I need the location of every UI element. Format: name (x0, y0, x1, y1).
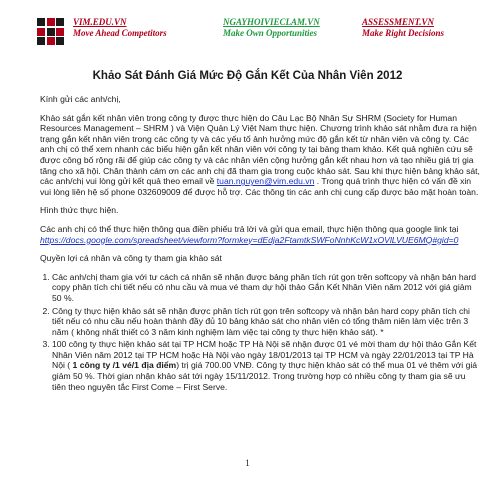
list-item (52, 272, 481, 304)
brand-ngayhoivieclam (223, 17, 320, 39)
letterhead (37, 17, 481, 57)
contact-email-link[interactable]: tuan.nguyen@vim.edu.vn (216, 176, 315, 187)
intro-text-continued: . Trong quá trình thực hiện có vấn đề xin vui lòng liên hệ số phone 032609009 để được hỗ trợ. Các thông tin các anh chị cung cấp được bảo mật hoàn toàn. (40, 176, 479, 197)
list-item (52, 306, 481, 338)
logo-square (37, 18, 45, 26)
brand-tagline: Move Ahead Competitors (73, 28, 167, 38)
intro-text: Khảo sát gắn kết nhân viên trong công ty được thực hiện do Câu Lạc Bộ Nhân Sự SHRM (Society for Human Resources Management – SHRM ) và Viện Quản Lý Việt Nam thực hiện. Chương trình khảo sát nhằm đưa ra hiện trạng gắn kết nhân viên trong các công ty và các yếu tố ảnh hưởng mức độ gắn kết từ nhân viên và công ty. Các anh chị có thể xem nhanh các biểu hiện gắn kết nhân viên với công ty tại bảng tham khảo. Kết quả nghiên cứu sẽ được công bố rộng rãi để giúp các công ty và các nhân viên cộng hưởng gắn kết nhau hơn và tạo nhiều giá trị gia tăng cho xã hội. Chân thành cám ơn các anh chị đã tham gia trong cuộc khảo sát. Sau khi thực hiện bảng khảo sát, các anh/chị vui lòng gửi kết quả theo email về (40, 112, 480, 187)
logo-square (47, 28, 55, 36)
list-item (52, 339, 481, 392)
brand-tagline: Make Own Opportunities (223, 28, 318, 38)
logo-square (56, 18, 64, 26)
benefits-heading: Quyền lợi cá nhân và công ty tham gia khảo sát (40, 253, 222, 264)
vim-logo-icon (37, 18, 64, 45)
document-body (40, 94, 481, 394)
logo-square (56, 37, 64, 45)
google-form-link[interactable]: https://docs.google.com/spreadsheet/viewform?formkey=dEdja2FtamtkSWFoNnhKcW1xOVlLVUE6MQ#gid=0 (40, 234, 459, 245)
logo-square (56, 28, 64, 36)
benefit-text: 100 công ty thực hiện khảo sát tại TP HCM hoặc TP Hà Nội sẽ nhận được 01 vé mời tham dự hội thảo Gắn Kết Nhân Viên năm 2012 tại TP HCM hoặc Hà Nội vào ngày 18/01/2013 tại TP HCM và ngày 22/01/2013 tại TP Hà Nội ( (52, 339, 477, 371)
method-heading: Hình thức thực hiện. (40, 205, 119, 216)
benefits-list (40, 272, 481, 393)
logo-square (37, 28, 45, 36)
method-text: Các anh chị có thể thực hiện thông qua điền phiếu trả lời và gửi qua email, thực hiện thông qua google link tại (40, 223, 459, 234)
benefit-text: Công ty thực hiện khảo sát sẽ nhận được phân tích rút gọn trên softcopy và nhận bản hard copy phân tích chi tiết nếu có nhu cầu nếu hoàn thành đầy đủ 10 bảng khảo sát cho nhân viên có tổng thâm niên làm việc trên 3 năm ( không nhất thiết có 3 năm kinh nghiệm làm việc tại công ty thực hiện khảo sát). * (52, 305, 470, 337)
brand-name[interactable]: VIM.EDU.VN (73, 17, 127, 27)
intro-paragraph (40, 113, 481, 198)
brand-tagline: Make Right Decisions (362, 28, 445, 38)
benefit-text-continued: ) trị giá 700.00 VNĐ. Công ty thực hiện khảo sát có thể mua 01 vé thêm với giá giảm 50 %. Thời gian nhận khảo sát tới ngày 15/11/2012. Trong trường hợp có nhiều công ty tham gia sẽ ưu tiên theo nguyên tắc First Come – First Serve. (52, 360, 478, 392)
brand-vim (73, 17, 167, 39)
page-number: 1 (245, 458, 250, 468)
logo-square (37, 37, 45, 45)
document-title: Khảo Sát Đánh Giá Mức Độ Gắn Kết Của Nhân Viên 2012 (92, 70, 403, 82)
brand-assessment (362, 17, 444, 39)
benefit-bold-text: 1 công ty /1 vé/1 địa điểm (70, 360, 177, 371)
logo-square (47, 18, 55, 26)
brand-name[interactable]: NGAYHOIVIECLAM.VN (223, 17, 320, 27)
brand-name[interactable]: ASSESSMENT.VN (362, 17, 434, 27)
greeting: Kính gửi các anh/chị, (40, 94, 121, 104)
method-paragraph (40, 224, 481, 245)
logo-square (47, 37, 55, 45)
benefit-text: Các anh/chị tham gia với tư cách cá nhân sẽ nhận được bảng phân tích rút gọn trên softcopy và nhận bản hard copy phân tích chi tiết nếu có nhu cầu và mua vé tham dự hội thảo Gắn Kết Nhân Viên năm 2012 với giá giảm 50 %. (52, 271, 477, 303)
